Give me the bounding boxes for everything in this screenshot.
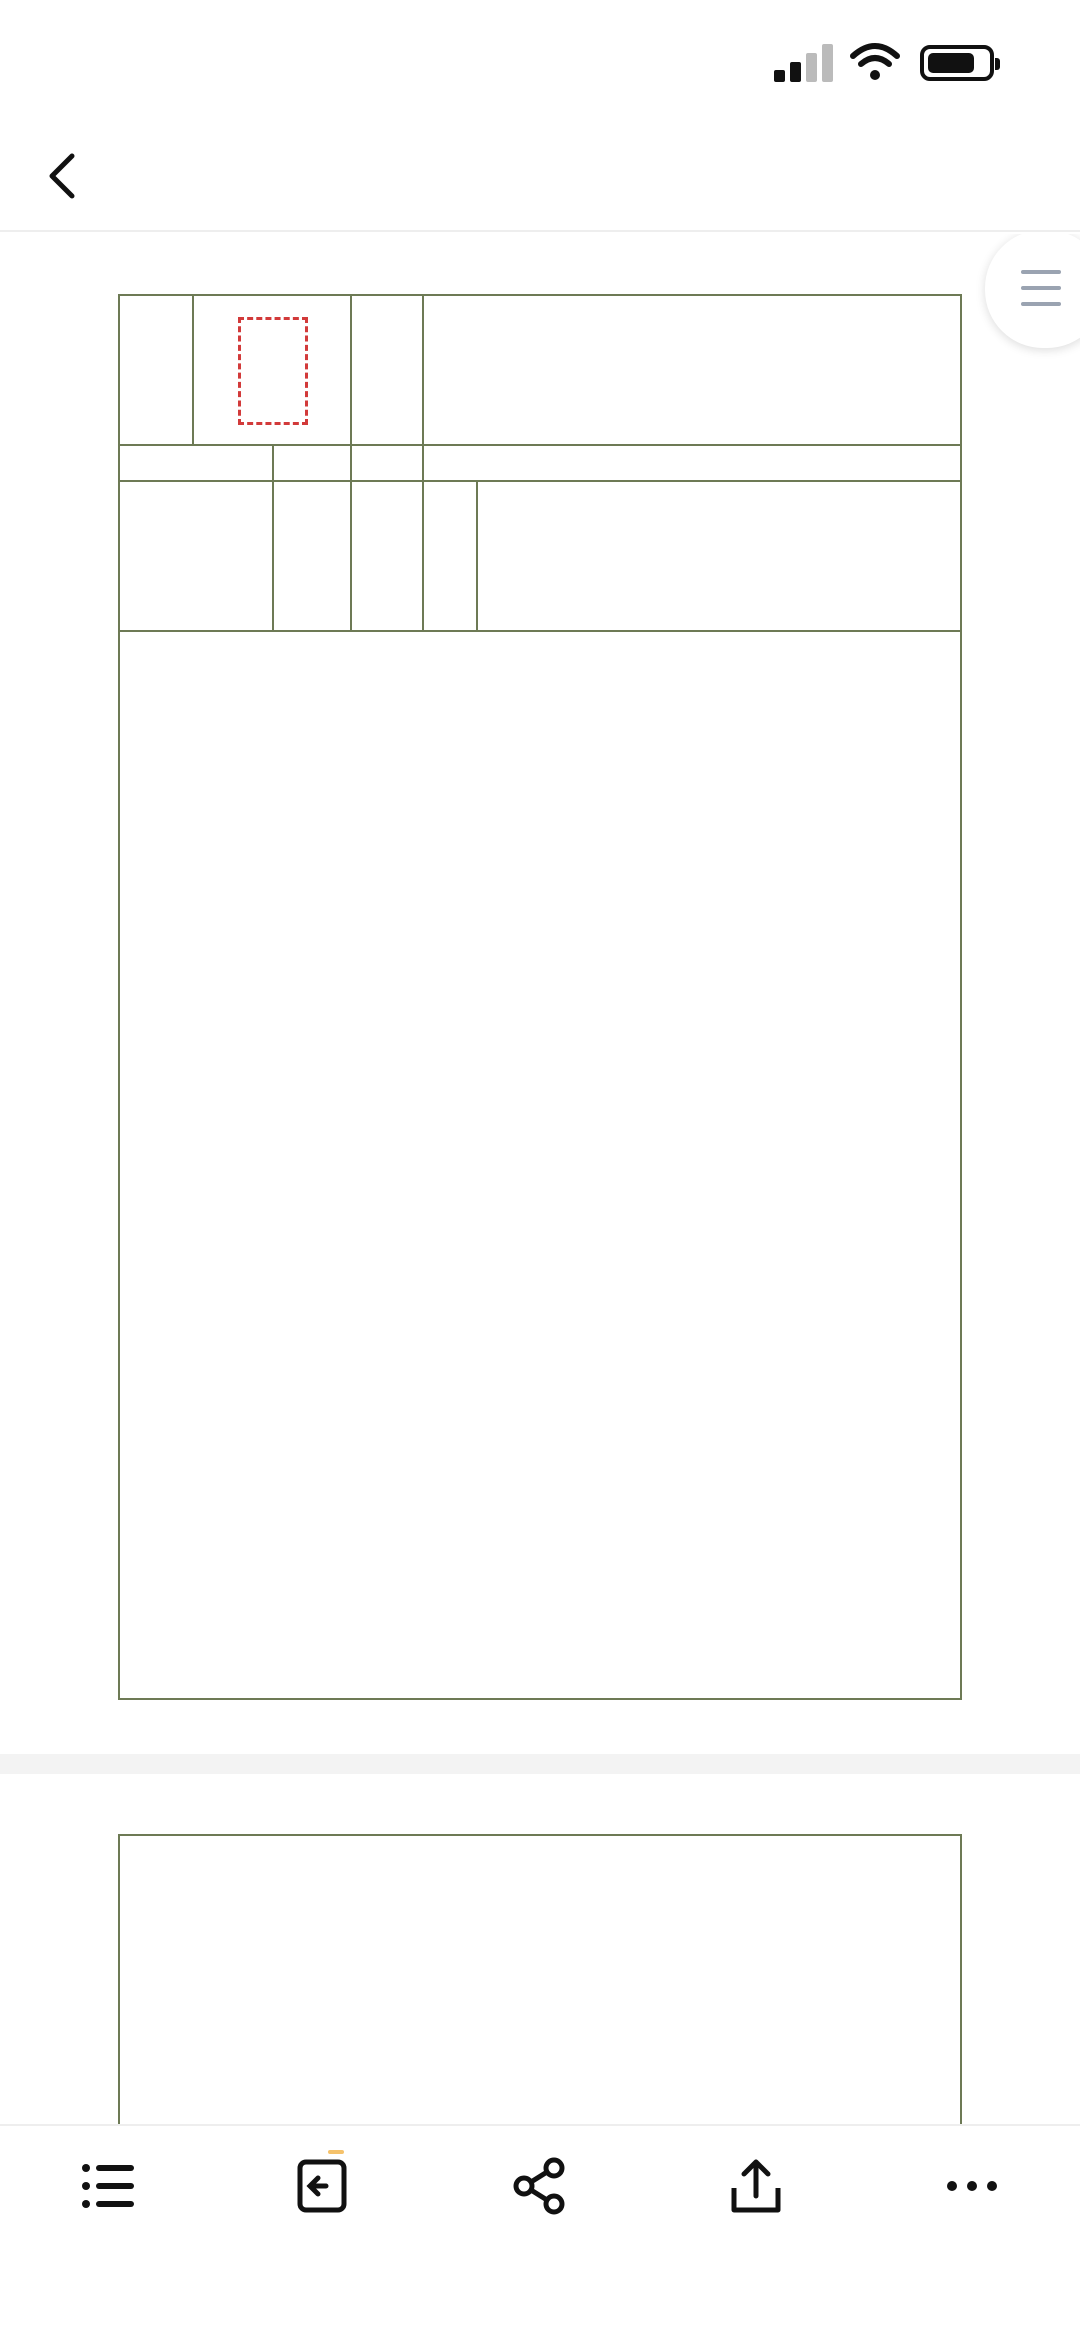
wifi-icon <box>850 42 900 82</box>
toolbar-more-button[interactable] <box>864 2144 1080 2238</box>
grid-line <box>350 482 352 630</box>
shape-outline <box>238 317 308 425</box>
app-header <box>0 120 1080 232</box>
back-arrow-icon[interactable] <box>40 150 84 202</box>
toolbar-word-button[interactable] <box>216 2144 432 2234</box>
grid-line <box>422 296 424 444</box>
grid-line <box>476 482 478 630</box>
bottom-toolbar <box>0 2124 1080 2337</box>
grid-line <box>192 296 194 444</box>
open-with-icon <box>726 2156 786 2216</box>
practice-sheet <box>118 1834 962 2124</box>
toolbar-open-with-button[interactable] <box>648 2144 864 2238</box>
vip-badge <box>328 2150 344 2154</box>
toolbar-share-button[interactable] <box>432 2144 648 2238</box>
pdf-viewport[interactable] <box>0 234 1080 2124</box>
grid-line <box>272 482 274 630</box>
entry-info-row <box>120 446 960 482</box>
entry-practice-row <box>120 482 960 632</box>
grid-line <box>350 296 352 444</box>
grid-line <box>422 482 424 630</box>
signal-icon <box>774 44 836 82</box>
pdf-page <box>0 1774 1080 2124</box>
grid-line <box>272 446 274 480</box>
page-menu-button[interactable] <box>985 234 1080 348</box>
feature-row <box>120 296 960 446</box>
grid-line <box>422 446 424 480</box>
grid-line <box>350 446 352 480</box>
battery-icon <box>920 45 994 81</box>
pdf-page <box>0 234 1080 1754</box>
more-icon <box>942 2156 1002 2216</box>
list-icon <box>78 2156 138 2216</box>
word-convert-icon <box>294 2156 354 2216</box>
toolbar-catalog-button[interactable] <box>0 2144 216 2238</box>
practice-sheet <box>118 294 962 1700</box>
status-bar <box>0 0 1080 120</box>
share-icon <box>510 2156 570 2216</box>
